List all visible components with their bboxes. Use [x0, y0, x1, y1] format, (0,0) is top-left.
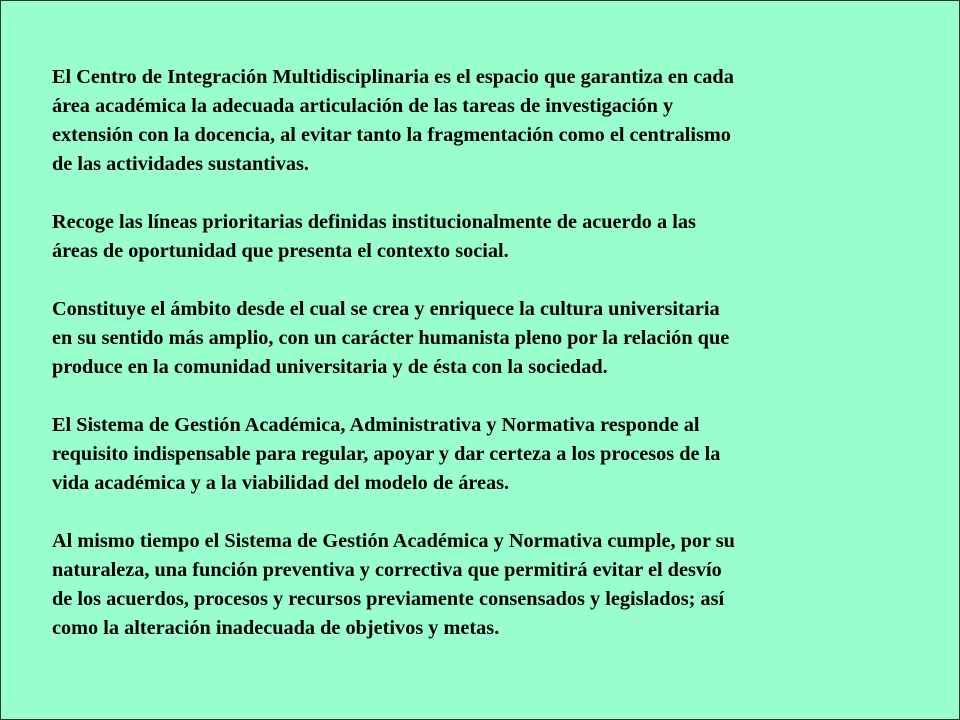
- text-line: Constituye el ámbito desde el cual se crea y enriquece la cultura universitaria: [52, 298, 720, 320]
- text-line: de los acuerdos, procesos y recursos previamente consensados y legislados; así: [52, 588, 725, 610]
- text-line: El Centro de Integración Multidisciplinaria es el espacio que garantiza en cada: [52, 66, 734, 88]
- paragraph-sistema-gestion: [52, 411, 892, 498]
- paragraph-centro-integracion: [52, 63, 892, 179]
- text-line: áreas de oportunidad que presenta el contexto social.: [52, 240, 509, 262]
- text-line: vida académica y a la viabilidad del modelo de áreas.: [52, 472, 510, 494]
- text-line: área académica la adecuada articulación de las tareas de investigación y: [52, 95, 674, 117]
- text-line: requisito indispensable para regular, apoyar y dar certeza a los procesos de la: [52, 443, 721, 465]
- paragraph-cultura-universitaria: [52, 295, 892, 382]
- paragraph-lineas-prioritarias: [52, 208, 892, 266]
- text-line: Al mismo tiempo el Sistema de Gestión Académica y Normativa cumple, por su: [52, 530, 735, 552]
- slide-body-text: [52, 63, 892, 672]
- paragraph-funcion-preventiva: [52, 527, 892, 643]
- text-line: como la alteración inadecuada de objetivos y metas.: [52, 617, 500, 639]
- text-line: produce en la comunidad universitaria y de ésta con la sociedad.: [52, 356, 608, 378]
- text-line: de las actividades sustantivas.: [52, 153, 309, 175]
- text-line: naturaleza, una función preventiva y correctiva que permitirá evitar el desvío: [52, 559, 722, 581]
- text-line: extensión con la docencia, al evitar tanto la fragmentación como el centralismo: [52, 124, 731, 146]
- text-line: Recoge las líneas prioritarias definidas institucionalmente de acuerdo a las: [52, 211, 696, 233]
- text-line: en su sentido más amplio, con un carácter humanista pleno por la relación que: [52, 327, 730, 349]
- text-line: El Sistema de Gestión Académica, Administrativa y Normativa responde al: [52, 414, 700, 436]
